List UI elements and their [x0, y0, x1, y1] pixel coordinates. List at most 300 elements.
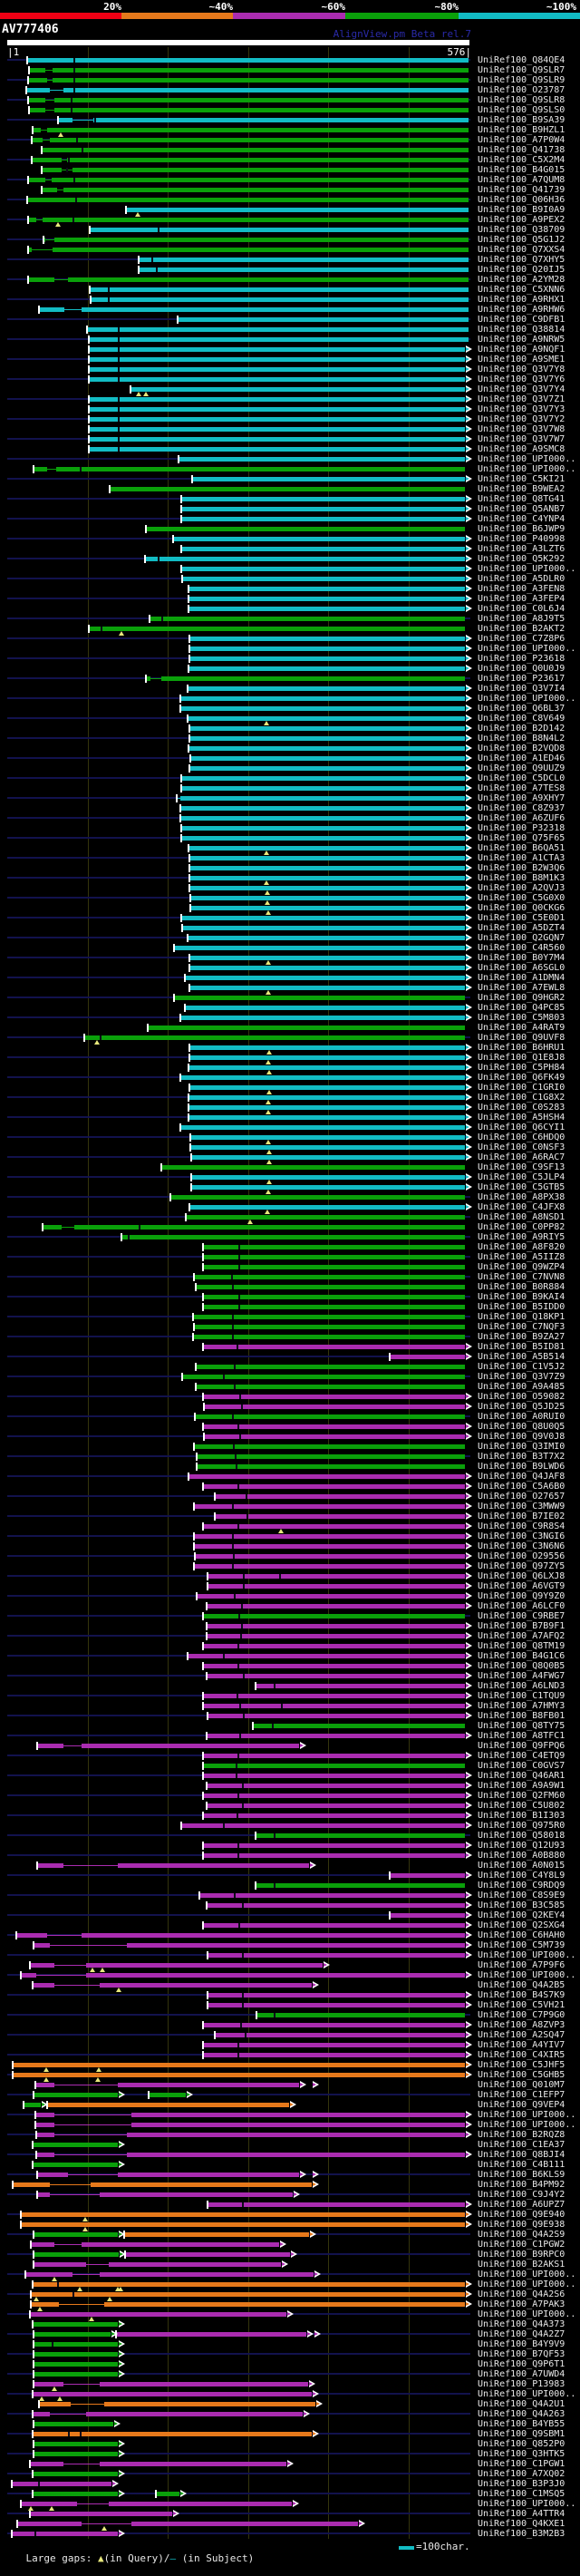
- subject-label[interactable]: UniRef100_Q1E8J8: [478, 1053, 566, 1063]
- subject-label[interactable]: UniRef100_O23787: [478, 85, 566, 95]
- hsp-bar-segment[interactable]: [100, 2462, 286, 2466]
- hsp-bar-segment[interactable]: [203, 1484, 465, 1489]
- hsp-bar-segment[interactable]: [35, 2113, 54, 2117]
- hsp-bar-segment[interactable]: [29, 108, 45, 112]
- hsp-bar-segment[interactable]: [188, 666, 465, 671]
- hsp-bar-segment[interactable]: [174, 946, 465, 950]
- hsp-bar-segment[interactable]: [194, 1275, 465, 1279]
- hsp-bar-segment[interactable]: [256, 1833, 465, 1838]
- subject-label[interactable]: UniRef100_A2QVJ3: [478, 883, 566, 893]
- subject-label[interactable]: UniRef100_A8PX38: [478, 1192, 566, 1202]
- subject-label[interactable]: UniRef100_A3FEP4: [478, 594, 566, 604]
- hsp-bar-segment[interactable]: [33, 1983, 54, 1988]
- hsp-bar-segment[interactable]: [72, 168, 469, 172]
- hsp-bar-segment[interactable]: [45, 110, 54, 111]
- hsp-bar-segment[interactable]: [34, 467, 47, 471]
- hsp-bar-segment[interactable]: [34, 2372, 118, 2377]
- subject-label[interactable]: UniRef100_Q8TG41: [478, 494, 566, 504]
- subject-label[interactable]: UniRef100_Q9HGR2: [478, 993, 566, 1003]
- subject-label[interactable]: UniRef100_P32318: [478, 823, 566, 833]
- hsp-bar-segment[interactable]: [89, 427, 465, 432]
- subject-label[interactable]: UniRef100_C4YNP4: [478, 514, 566, 524]
- hsp-bar-segment[interactable]: [67, 158, 469, 162]
- hsp-bar-segment[interactable]: [181, 497, 465, 501]
- hsp-bar-segment[interactable]: [181, 826, 465, 831]
- subject-label[interactable]: UniRef100_B3M2B3: [478, 2529, 566, 2539]
- subject-label[interactable]: UniRef100_B9RPC0: [478, 2250, 566, 2260]
- hsp-bar-segment[interactable]: [188, 1115, 465, 1120]
- subject-label[interactable]: UniRef100_Q010M7: [478, 2080, 566, 2090]
- subject-label[interactable]: UniRef100_A6LND3: [478, 1681, 566, 1691]
- subject-label[interactable]: UniRef100_B3C585: [478, 1900, 566, 1910]
- subject-label[interactable]: UniRef100_O29556: [478, 1551, 566, 1561]
- hsp-bar-segment[interactable]: [127, 2133, 465, 2137]
- hsp-bar-segment[interactable]: [215, 1494, 465, 1499]
- hsp-bar-segment[interactable]: [17, 2522, 82, 2526]
- subject-label[interactable]: UniRef100_A5DLR0: [478, 574, 566, 584]
- subject-label[interactable]: UniRef100_C5A6B0: [478, 1482, 566, 1492]
- subject-label[interactable]: UniRef100_Q84QE4: [478, 55, 566, 65]
- subject-label[interactable]: UniRef100_B9HZL1: [478, 125, 566, 135]
- hsp-bar-segment[interactable]: [118, 1863, 309, 1868]
- subject-label[interactable]: UniRef100_B9WEA2: [478, 484, 566, 494]
- hsp-bar-segment[interactable]: [179, 457, 465, 462]
- hsp-bar-segment[interactable]: [13, 2182, 50, 2187]
- subject-label[interactable]: UniRef100_A6VGT9: [478, 1581, 566, 1591]
- hsp-bar-segment[interactable]: [178, 317, 469, 322]
- subject-label[interactable]: UniRef100_A7EWL8: [478, 983, 566, 993]
- subject-label[interactable]: UniRef100_B2W3Q6: [478, 863, 566, 873]
- hsp-bar-segment[interactable]: [12, 2532, 118, 2536]
- hsp-bar-segment[interactable]: [37, 2192, 50, 2197]
- subject-label[interactable]: UniRef100_B5ID81: [478, 1342, 566, 1352]
- subject-label[interactable]: UniRef100_P40998: [478, 534, 566, 544]
- subject-label[interactable]: UniRef100_B9KAI4: [478, 1292, 566, 1302]
- subject-label[interactable]: UniRef100_A3FEN8: [478, 584, 566, 594]
- subject-label[interactable]: UniRef100_Q2SXG4: [478, 1920, 566, 1930]
- hsp-bar-segment[interactable]: [130, 387, 465, 392]
- hsp-bar-segment[interactable]: [203, 1694, 465, 1698]
- subject-label[interactable]: UniRef100_C4Y8L9: [478, 1871, 566, 1881]
- subject-label[interactable]: UniRef100_A8F820: [478, 1242, 566, 1252]
- subject-label[interactable]: UniRef100_Q8TM19: [478, 1641, 566, 1651]
- hsp-bar-segment[interactable]: [208, 1574, 465, 1579]
- subject-label[interactable]: UniRef100_Q4A2S6: [478, 2289, 566, 2299]
- subject-label[interactable]: UniRef100_A6LCF0: [478, 1601, 566, 1611]
- hsp-bar-segment[interactable]: [31, 2302, 59, 2307]
- subject-label[interactable]: UniRef100_A9RIY5: [478, 1232, 566, 1242]
- subject-label[interactable]: UniRef100_B5IDD0: [478, 1302, 566, 1312]
- hsp-bar-segment[interactable]: [90, 228, 469, 232]
- subject-label[interactable]: UniRef100_Q38814: [478, 325, 566, 335]
- subject-label[interactable]: UniRef100_Q4KXE1: [478, 2519, 566, 2529]
- hsp-bar-segment[interactable]: [208, 1584, 465, 1589]
- hsp-bar-segment[interactable]: [30, 2312, 286, 2317]
- hsp-bar-segment[interactable]: [32, 138, 43, 142]
- subject-label[interactable]: UniRef100_C5GHB5: [478, 2070, 566, 2080]
- hsp-bar-segment[interactable]: [204, 1434, 465, 1439]
- hsp-bar-segment[interactable]: [118, 2083, 299, 2087]
- hsp-bar-segment[interactable]: [42, 168, 62, 172]
- hsp-bar-segment[interactable]: [180, 1016, 465, 1020]
- subject-label[interactable]: UniRef100_C8V649: [478, 714, 566, 724]
- subject-label[interactable]: UniRef100_Q4A2U1: [478, 2399, 566, 2409]
- hsp-bar-segment[interactable]: [21, 1973, 36, 1978]
- subject-label[interactable]: UniRef100_A1ED46: [478, 753, 566, 763]
- subject-label[interactable]: UniRef100_Q5JD25: [478, 1402, 566, 1412]
- subject-label[interactable]: UniRef100_C9RBE7: [478, 1611, 566, 1621]
- subject-label[interactable]: UniRef100_A7P0W4: [478, 135, 566, 145]
- hsp-bar-segment[interactable]: [71, 2404, 104, 2405]
- hsp-bar-segment[interactable]: [34, 2232, 118, 2237]
- subject-label[interactable]: UniRef100_B4G015: [478, 165, 566, 175]
- hsp-bar-segment[interactable]: [203, 1524, 465, 1529]
- hsp-bar-segment[interactable]: [89, 357, 465, 362]
- subject-label[interactable]: UniRef100_B2AKT2: [478, 624, 566, 634]
- subject-label[interactable]: UniRef100_Q6CYI1: [478, 1123, 566, 1132]
- hsp-bar-segment[interactable]: [181, 567, 465, 571]
- subject-label[interactable]: UniRef100_Q8U0Q5: [478, 1422, 566, 1432]
- subject-label[interactable]: UniRef100_UPI000..: [478, 2270, 576, 2280]
- subject-label[interactable]: UniRef100_C9R8S4: [478, 1521, 566, 1531]
- hsp-bar-segment[interactable]: [204, 1405, 465, 1409]
- subject-label[interactable]: UniRef100_Q5G1J2: [478, 235, 566, 245]
- hsp-bar-segment[interactable]: [64, 309, 82, 310]
- hsp-bar-segment[interactable]: [208, 1714, 465, 1718]
- hsp-bar-segment[interactable]: [181, 507, 465, 511]
- subject-label[interactable]: UniRef100_B7B9F1: [478, 1621, 566, 1631]
- hsp-bar-segment[interactable]: [181, 776, 465, 781]
- hsp-bar-segment[interactable]: [82, 1744, 299, 1748]
- subject-label[interactable]: UniRef100_Q3IMI0: [478, 1442, 566, 1452]
- hsp-bar-segment[interactable]: [185, 976, 465, 980]
- hsp-bar-segment[interactable]: [27, 58, 469, 63]
- hsp-bar-segment[interactable]: [190, 896, 465, 900]
- hsp-bar-segment[interactable]: [33, 2492, 118, 2496]
- hsp-bar-segment[interactable]: [195, 1414, 465, 1419]
- hsp-bar-segment[interactable]: [203, 1345, 465, 1349]
- subject-label[interactable]: UniRef100_Q4A2B5: [478, 1980, 566, 1990]
- subject-label[interactable]: UniRef100_A7PAK3: [478, 2299, 566, 2309]
- subject-label[interactable]: UniRef100_Q5ANB7: [478, 504, 566, 514]
- subject-label[interactable]: UniRef100_Q9VEP4: [478, 2100, 566, 2110]
- hsp-bar-segment[interactable]: [33, 2392, 312, 2396]
- hsp-bar-segment[interactable]: [189, 736, 465, 741]
- hsp-bar-segment[interactable]: [54, 98, 469, 102]
- subject-label[interactable]: UniRef100_A9NRW5: [478, 335, 566, 345]
- hsp-bar-segment[interactable]: [33, 2472, 118, 2476]
- subject-label[interactable]: UniRef100_A2YM28: [478, 275, 566, 285]
- hsp-bar-segment[interactable]: [63, 1745, 82, 1746]
- subject-label[interactable]: UniRef100_A9SMC8: [478, 444, 566, 454]
- subject-label[interactable]: UniRef100_B0R884: [478, 1282, 566, 1292]
- subject-label[interactable]: UniRef100_B0Y7M4: [478, 953, 566, 963]
- subject-label[interactable]: UniRef100_Q4A2Z7: [478, 2329, 566, 2339]
- hsp-bar-segment[interactable]: [39, 307, 64, 312]
- hsp-bar-segment[interactable]: [16, 1933, 47, 1938]
- hsp-bar-segment[interactable]: [188, 716, 465, 721]
- subject-label[interactable]: UniRef100_C1EFP7: [478, 2090, 566, 2100]
- subject-label[interactable]: UniRef100_Q41738: [478, 145, 566, 155]
- hsp-bar-segment[interactable]: [203, 1764, 465, 1768]
- hsp-bar-segment[interactable]: [54, 1985, 100, 1986]
- subject-label[interactable]: UniRef100_C5M803: [478, 1013, 566, 1023]
- subject-label[interactable]: UniRef100_Q3V7Y2: [478, 414, 566, 424]
- subject-label[interactable]: UniRef100_UPI000..: [478, 2110, 576, 2120]
- subject-label[interactable]: UniRef100_Q18KP1: [478, 1312, 566, 1322]
- hsp-bar-segment[interactable]: [131, 2123, 465, 2127]
- hsp-bar-segment[interactable]: [145, 557, 465, 561]
- subject-label[interactable]: UniRef100_C3NGI6: [478, 1531, 566, 1541]
- subject-label[interactable]: UniRef100_A6SGL0: [478, 963, 566, 973]
- subject-label[interactable]: UniRef100_A7XQ02: [478, 2469, 566, 2479]
- hsp-bar-segment[interactable]: [54, 2124, 131, 2125]
- hsp-bar-segment[interactable]: [186, 1215, 465, 1220]
- subject-label[interactable]: UniRef100_C5JHF5: [478, 2060, 566, 2070]
- hsp-bar-segment[interactable]: [37, 1863, 63, 1868]
- hsp-bar-segment[interactable]: [196, 1285, 465, 1289]
- hsp-bar-segment[interactable]: [181, 547, 465, 551]
- hsp-bar-segment[interactable]: [82, 2242, 279, 2247]
- hsp-bar-segment[interactable]: [190, 756, 465, 761]
- hsp-bar-segment[interactable]: [72, 2274, 100, 2275]
- subject-label[interactable]: UniRef100_Q3V7I4: [478, 684, 566, 694]
- hsp-bar-segment[interactable]: [189, 766, 465, 771]
- subject-label[interactable]: UniRef100_A1DMN4: [478, 973, 566, 983]
- subject-label[interactable]: UniRef100_C6HDQ0: [478, 1132, 566, 1142]
- subject-label[interactable]: UniRef100_Q9SLR8: [478, 95, 566, 105]
- hsp-bar-segment[interactable]: [50, 90, 63, 91]
- subject-label[interactable]: UniRef100_Q75F65: [478, 833, 566, 843]
- hsp-bar-segment[interactable]: [181, 916, 465, 920]
- subject-label[interactable]: UniRef100_A6UPZ7: [478, 2200, 566, 2210]
- hsp-bar-segment[interactable]: [34, 2362, 118, 2367]
- hsp-bar-segment[interactable]: [89, 367, 465, 372]
- hsp-bar-segment[interactable]: [189, 726, 465, 731]
- hsp-bar-segment[interactable]: [47, 2103, 289, 2107]
- hsp-bar-segment[interactable]: [45, 239, 54, 240]
- hsp-bar-segment[interactable]: [173, 537, 465, 541]
- hsp-bar-segment[interactable]: [203, 1664, 465, 1668]
- subject-label[interactable]: UniRef100_Q3V7Y4: [478, 384, 566, 394]
- hsp-bar-segment[interactable]: [180, 1125, 465, 1130]
- hsp-bar-segment[interactable]: [191, 1155, 465, 1160]
- subject-label[interactable]: UniRef100_C1G8X2: [478, 1093, 566, 1103]
- hsp-bar-segment[interactable]: [25, 2272, 72, 2277]
- hsp-bar-segment[interactable]: [207, 1624, 465, 1628]
- hsp-bar-segment[interactable]: [89, 377, 465, 382]
- hsp-bar-segment[interactable]: [161, 676, 465, 681]
- hsp-bar-segment[interactable]: [189, 866, 465, 870]
- hsp-bar-segment[interactable]: [29, 68, 45, 73]
- hsp-bar-segment[interactable]: [34, 2262, 86, 2267]
- subject-label[interactable]: UniRef100_C6HAH0: [478, 1930, 566, 1940]
- hsp-bar-segment[interactable]: [146, 527, 465, 531]
- hsp-bar-segment[interactable]: [207, 1903, 465, 1908]
- subject-label[interactable]: UniRef100_Q6LXJ8: [478, 1571, 566, 1581]
- subject-label[interactable]: UniRef100_C4JFX8: [478, 1202, 566, 1212]
- subject-label[interactable]: UniRef100_UPI000..: [478, 694, 576, 704]
- subject-label[interactable]: UniRef100_C3N6N6: [478, 1541, 566, 1551]
- hsp-bar-segment[interactable]: [34, 2352, 118, 2357]
- hsp-bar-segment[interactable]: [28, 218, 36, 222]
- subject-label[interactable]: UniRef100_B4G1C6: [478, 1651, 566, 1661]
- hsp-bar-segment[interactable]: [54, 2114, 131, 2115]
- hsp-bar-segment[interactable]: [203, 1395, 465, 1399]
- subject-label[interactable]: UniRef100_A9NQF1: [478, 345, 566, 355]
- hsp-bar-segment[interactable]: [189, 876, 465, 880]
- hsp-bar-segment[interactable]: [203, 1265, 465, 1269]
- subject-label[interactable]: UniRef100_C5G0X0: [478, 893, 566, 903]
- subject-label[interactable]: UniRef100_UPI000..: [478, 454, 576, 464]
- hsp-bar-segment[interactable]: [36, 2133, 54, 2137]
- subject-label[interactable]: UniRef100_A8NSD1: [478, 1212, 566, 1222]
- subject-label[interactable]: UniRef100_A9SME1: [478, 355, 566, 365]
- subject-label[interactable]: UniRef100_C5VH21: [478, 2000, 566, 2010]
- subject-label[interactable]: UniRef100_Q9P6T1: [478, 2359, 566, 2369]
- hsp-bar-segment[interactable]: [189, 646, 465, 651]
- hsp-bar-segment[interactable]: [196, 1385, 465, 1389]
- subject-label[interactable]: UniRef100_C8S9E9: [478, 1891, 566, 1900]
- hsp-bar-segment[interactable]: [188, 607, 465, 611]
- subject-label[interactable]: UniRef100_Q5K292: [478, 554, 566, 564]
- subject-label[interactable]: UniRef100_UPI000..: [478, 464, 576, 474]
- subject-label[interactable]: UniRef100_C1MSQ5: [478, 2489, 566, 2499]
- subject-label[interactable]: UniRef100_C0L6J4: [478, 604, 566, 614]
- subject-label[interactable]: UniRef100_Q0CKG6: [478, 903, 566, 913]
- hsp-bar-segment[interactable]: [125, 2252, 290, 2257]
- subject-label[interactable]: UniRef100_B2RQZ8: [478, 2130, 566, 2140]
- subject-label[interactable]: UniRef100_C7NQF3: [478, 1322, 566, 1332]
- hsp-bar-segment[interactable]: [215, 1514, 465, 1519]
- hsp-bar-segment[interactable]: [203, 2023, 465, 2027]
- subject-label[interactable]: UniRef100_UPI000..: [478, 564, 576, 574]
- subject-label[interactable]: UniRef100_Q9E938: [478, 2220, 566, 2230]
- hsp-bar-segment[interactable]: [180, 816, 465, 821]
- hsp-bar-segment[interactable]: [56, 467, 465, 471]
- hsp-bar-segment[interactable]: [50, 2184, 91, 2185]
- subject-label[interactable]: UniRef100_B3P3J0: [478, 2479, 566, 2489]
- hsp-bar-segment[interactable]: [77, 2503, 109, 2504]
- subject-label[interactable]: UniRef100_P23617: [478, 674, 566, 684]
- hsp-bar-segment[interactable]: [37, 2173, 68, 2177]
- hsp-bar-segment[interactable]: [197, 1594, 465, 1599]
- hsp-bar-segment[interactable]: [189, 956, 465, 960]
- subject-label[interactable]: UniRef100_C7Z8P6: [478, 634, 566, 644]
- hsp-bar-segment[interactable]: [127, 2153, 465, 2157]
- hsp-bar-segment[interactable]: [180, 696, 465, 701]
- subject-label[interactable]: UniRef100_C1PGW2: [478, 2240, 566, 2250]
- hsp-bar-segment[interactable]: [54, 2244, 82, 2245]
- hsp-bar-segment[interactable]: [126, 208, 469, 212]
- hsp-bar-segment[interactable]: [63, 1865, 118, 1866]
- subject-label[interactable]: UniRef100_B2D142: [478, 724, 566, 734]
- hsp-bar-segment[interactable]: [89, 337, 469, 342]
- subject-label[interactable]: UniRef100_Q8BJI4: [478, 2150, 566, 2160]
- subject-label[interactable]: UniRef100_C5PH84: [478, 1063, 566, 1073]
- hsp-bar-segment[interactable]: [192, 477, 465, 481]
- hsp-bar-segment[interactable]: [82, 1933, 465, 1938]
- hsp-bar-segment[interactable]: [189, 856, 465, 860]
- hsp-bar-segment[interactable]: [203, 1614, 465, 1619]
- hsp-bar-segment[interactable]: [207, 1674, 465, 1678]
- hsp-bar-segment[interactable]: [13, 2063, 465, 2067]
- subject-label[interactable]: UniRef100_B8FB01: [478, 1711, 566, 1721]
- hsp-bar-segment[interactable]: [189, 656, 465, 661]
- hsp-bar-segment[interactable]: [41, 130, 47, 131]
- subject-label[interactable]: UniRef100_Q12U93: [478, 1841, 566, 1851]
- hsp-bar-segment[interactable]: [180, 796, 465, 801]
- subject-label[interactable]: UniRef100_Q9WZP4: [478, 1262, 566, 1272]
- hsp-bar-segment[interactable]: [34, 2422, 113, 2426]
- hsp-bar-segment[interactable]: [149, 2093, 186, 2097]
- subject-label[interactable]: UniRef100_B9I0A9: [478, 205, 566, 215]
- subject-label[interactable]: UniRef100_B8N4L2: [478, 734, 566, 744]
- hsp-bar-segment[interactable]: [194, 1564, 465, 1569]
- hsp-bar-segment[interactable]: [194, 1534, 465, 1539]
- subject-label[interactable]: UniRef100_Q2GQN7: [478, 933, 566, 943]
- hsp-bar-segment[interactable]: [139, 258, 469, 262]
- hsp-bar-segment[interactable]: [89, 397, 465, 402]
- subject-label[interactable]: UniRef100_Q58018: [478, 1831, 566, 1841]
- subject-label[interactable]: UniRef100_A5HSH4: [478, 1113, 566, 1123]
- hsp-bar-segment[interactable]: [100, 1983, 312, 1988]
- subject-label[interactable]: UniRef100_A7AFQ2: [478, 1631, 566, 1641]
- hsp-bar-segment[interactable]: [34, 2452, 118, 2456]
- subject-label[interactable]: UniRef100_A5DZT4: [478, 923, 566, 933]
- subject-label[interactable]: UniRef100_UPI000..: [478, 1950, 576, 1960]
- hsp-bar-segment[interactable]: [188, 686, 465, 691]
- subject-label[interactable]: UniRef100_B2AKS1: [478, 2260, 566, 2270]
- subject-label[interactable]: UniRef100_B4YB55: [478, 2419, 566, 2429]
- hsp-bar-segment[interactable]: [189, 1045, 465, 1050]
- hsp-bar-segment[interactable]: [53, 78, 469, 83]
- subject-label[interactable]: UniRef100_Q9FPQ6: [478, 1741, 566, 1751]
- subject-label[interactable]: UniRef100_C9RDQ9: [478, 1881, 566, 1891]
- subject-label[interactable]: UniRef100_B6JWP9: [478, 524, 566, 534]
- hsp-bar-segment[interactable]: [54, 238, 469, 242]
- hsp-bar-segment[interactable]: [118, 2173, 299, 2177]
- hsp-bar-segment[interactable]: [191, 1175, 465, 1180]
- hsp-bar-segment[interactable]: [50, 2414, 86, 2415]
- hsp-bar-segment[interactable]: [45, 100, 54, 101]
- hsp-bar-segment[interactable]: [58, 118, 72, 122]
- hsp-bar-segment[interactable]: [148, 1026, 465, 1030]
- hsp-bar-segment[interactable]: [203, 1793, 465, 1798]
- hsp-bar-segment[interactable]: [196, 1365, 465, 1369]
- hsp-bar-segment[interactable]: [42, 148, 469, 152]
- subject-label[interactable]: UniRef100_A8J9T5: [478, 614, 566, 624]
- hsp-bar-segment[interactable]: [82, 2523, 131, 2524]
- subject-label[interactable]: UniRef100_Q9Y9Z0: [478, 1591, 566, 1601]
- hsp-bar-segment[interactable]: [188, 1474, 465, 1479]
- hsp-bar-segment[interactable]: [189, 1055, 465, 1060]
- hsp-bar-segment[interactable]: [124, 2232, 309, 2237]
- subject-label[interactable]: UniRef100_Q4PC85: [478, 1003, 566, 1013]
- subject-label[interactable]: UniRef100_UPI000..: [478, 2120, 576, 2130]
- subject-label[interactable]: UniRef100_B2VQD8: [478, 744, 566, 753]
- hsp-bar-segment[interactable]: [33, 128, 41, 132]
- subject-label[interactable]: UniRef100_C4R560: [478, 943, 566, 953]
- hsp-bar-segment[interactable]: [207, 1734, 465, 1738]
- hsp-bar-segment[interactable]: [89, 627, 465, 631]
- subject-label[interactable]: UniRef100_Q3V7Y6: [478, 374, 566, 384]
- subject-label[interactable]: UniRef100_A9RHX1: [478, 295, 566, 305]
- hsp-bar-segment[interactable]: [203, 1295, 465, 1299]
- hsp-bar-segment[interactable]: [104, 2402, 315, 2406]
- subject-label[interactable]: UniRef100_Q8Q0B5: [478, 1661, 566, 1671]
- subject-label[interactable]: UniRef100_C0S283: [478, 1103, 566, 1113]
